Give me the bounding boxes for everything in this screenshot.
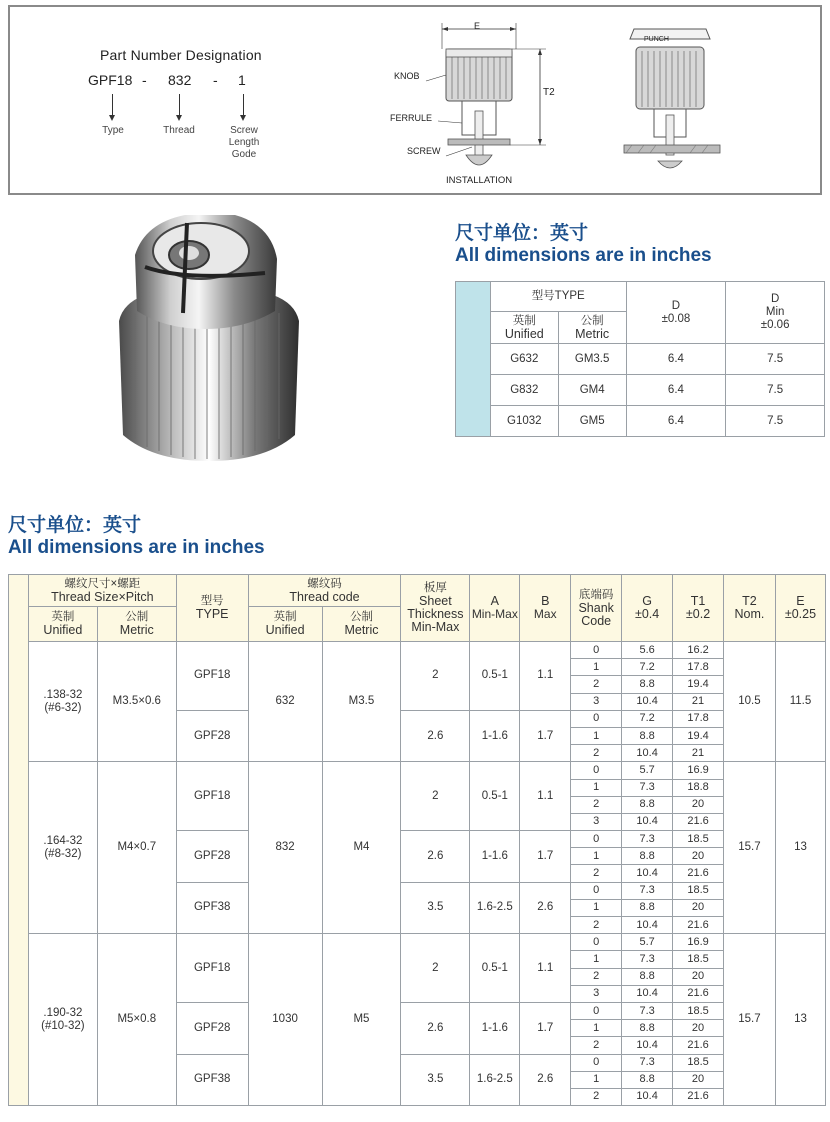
shank-code-cell: 3 bbox=[571, 813, 622, 830]
table-cell: G632 bbox=[490, 344, 558, 375]
arrow-down-icon bbox=[179, 94, 180, 116]
g-cell: 8.8 bbox=[622, 796, 673, 813]
designation-type-code: GPF18 bbox=[88, 72, 133, 88]
t1-cell: 17.8 bbox=[673, 710, 724, 727]
header-line: G bbox=[642, 594, 652, 608]
designation-length-code: 1 bbox=[238, 72, 246, 88]
installation-label: INSTALLATION bbox=[446, 175, 513, 186]
t1-cell: 20 bbox=[673, 968, 724, 985]
header-line: T1 bbox=[690, 594, 706, 608]
type-cell: GPF28 bbox=[176, 1002, 248, 1054]
table-cell: 6.4 bbox=[626, 406, 726, 437]
b-cell: 2.6 bbox=[520, 1054, 571, 1106]
header-line: Thread Size×Pitch bbox=[51, 589, 154, 604]
e-cell: 13 bbox=[775, 762, 825, 934]
g-cell: 10.4 bbox=[622, 865, 673, 882]
shank-code-cell: 0 bbox=[571, 1002, 622, 1019]
header-line: Unified bbox=[43, 623, 83, 637]
code-metric-cell: M5 bbox=[322, 934, 401, 1106]
header-line: 型号 bbox=[200, 595, 224, 607]
type-header bbox=[176, 575, 248, 642]
a-cell: 1-1.6 bbox=[470, 710, 520, 762]
table-cell: 6.4 bbox=[626, 375, 726, 406]
code-metric-header bbox=[322, 607, 401, 642]
shank-code-cell: 2 bbox=[571, 1088, 622, 1105]
table-cell: G1032 bbox=[490, 406, 558, 437]
header-line: ±0.4 bbox=[634, 607, 660, 621]
t1-cell: 20 bbox=[673, 848, 724, 865]
a-header bbox=[470, 575, 520, 642]
a-cell: 1.6-2.5 bbox=[470, 1054, 520, 1106]
g-cell: 7.3 bbox=[622, 1054, 673, 1071]
header-line: 螺纹尺寸×螺距 bbox=[64, 577, 141, 590]
thread-metric-cell: M5×0.8 bbox=[97, 934, 176, 1106]
a-cell: 1.6-2.5 bbox=[470, 882, 520, 934]
designation-title: Part Number Designation bbox=[100, 47, 262, 63]
unified-header bbox=[28, 607, 97, 642]
e-cell: 11.5 bbox=[775, 642, 825, 762]
metric-header bbox=[97, 607, 176, 642]
t1-cell: 21 bbox=[673, 745, 724, 762]
type-cell: GPF18 bbox=[176, 642, 248, 711]
shank-code-cell: 2 bbox=[571, 1037, 622, 1054]
shank-code-cell: 1 bbox=[571, 899, 622, 916]
shank-code-cell: 2 bbox=[571, 745, 622, 762]
screw-label: SCREW bbox=[407, 146, 441, 156]
g-cell: 5.6 bbox=[622, 642, 673, 659]
header-line: Code bbox=[581, 613, 612, 628]
table-side-strip bbox=[456, 282, 491, 437]
g-cell: 10.4 bbox=[622, 1088, 673, 1105]
g-cell: 8.8 bbox=[622, 848, 673, 865]
ferrule-label: FERRULE bbox=[390, 113, 433, 123]
table-cell: 7.5 bbox=[726, 375, 825, 406]
shank-code-cell: 1 bbox=[571, 1071, 622, 1088]
b-cell: 1.1 bbox=[520, 642, 571, 711]
cell-line: .138-32 bbox=[43, 688, 83, 701]
dim-t2-label: T2 bbox=[543, 87, 555, 98]
t1-cell: 17.8 bbox=[673, 659, 724, 676]
a-cell: 1-1.6 bbox=[470, 1002, 520, 1054]
g-cell: 8.8 bbox=[622, 676, 673, 693]
header-line: ±0.25 bbox=[784, 607, 817, 621]
shank-code-cell: 0 bbox=[571, 882, 622, 899]
t1-cell: 16.2 bbox=[673, 642, 724, 659]
g-cell: 10.4 bbox=[622, 813, 673, 830]
header-line: Min bbox=[765, 306, 785, 318]
g-cell: 8.8 bbox=[622, 727, 673, 744]
units-heading-cn-2: 尺寸单位：英寸 bbox=[8, 515, 142, 536]
part-number-box bbox=[8, 5, 822, 195]
sheet-cell: 2 bbox=[401, 762, 470, 831]
code-unified-cell: 1030 bbox=[248, 934, 322, 1106]
sheet-cell: 2 bbox=[401, 934, 470, 1003]
g-cell: 10.4 bbox=[622, 1037, 673, 1054]
unified-header bbox=[490, 312, 558, 344]
arrow-down-icon bbox=[112, 94, 113, 116]
t1-cell: 19.4 bbox=[673, 676, 724, 693]
header-line: TYPE bbox=[195, 607, 229, 621]
a-cell: 1-1.6 bbox=[470, 831, 520, 883]
assembly-diagram bbox=[380, 15, 560, 191]
header-line: B bbox=[541, 594, 550, 608]
shank-code-cell: 1 bbox=[571, 779, 622, 796]
t1-cell: 20 bbox=[673, 796, 724, 813]
shank-code-cell: 0 bbox=[571, 642, 622, 659]
table-row bbox=[9, 934, 826, 951]
header-line: Min-Max bbox=[411, 620, 460, 634]
header-line: Max bbox=[533, 607, 557, 621]
code-unified-cell: 832 bbox=[248, 762, 322, 934]
table-cell: 6.4 bbox=[626, 344, 726, 375]
table-row bbox=[9, 642, 826, 659]
header-line: Min-Max bbox=[471, 607, 518, 621]
designation-dash: - bbox=[142, 72, 147, 88]
g-cell: 10.4 bbox=[622, 745, 673, 762]
g-cell: 7.2 bbox=[622, 659, 673, 676]
t1-cell: 18.5 bbox=[673, 831, 724, 848]
shank-code-cell: 1 bbox=[571, 727, 622, 744]
g-cell: 7.3 bbox=[622, 951, 673, 968]
type-label: Type bbox=[102, 125, 124, 136]
sheet-cell: 2 bbox=[401, 642, 470, 711]
t1-cell: 20 bbox=[673, 899, 724, 916]
screw-label-line: Length bbox=[228, 137, 260, 148]
thread-metric-cell: M3.5×0.6 bbox=[97, 642, 176, 762]
code-unified-header bbox=[248, 607, 322, 642]
header-line: Nom. bbox=[734, 607, 765, 621]
d-header bbox=[626, 282, 726, 344]
cell-line: .190-32 bbox=[43, 1006, 83, 1019]
shank-code-cell: 1 bbox=[571, 659, 622, 676]
b-cell: 1.1 bbox=[520, 762, 571, 831]
type-cell: GPF28 bbox=[176, 831, 248, 883]
header-line: Shank bbox=[578, 600, 614, 615]
a-cell: 0.5-1 bbox=[470, 934, 520, 1003]
g-cell: 10.4 bbox=[622, 985, 673, 1002]
a-cell: 0.5-1 bbox=[470, 642, 520, 711]
dim-e-label: E bbox=[474, 21, 481, 31]
screw-label-line: Screw bbox=[230, 125, 258, 136]
header-line: 底端码 bbox=[578, 588, 614, 601]
b-header bbox=[520, 575, 571, 642]
sheet-cell: 3.5 bbox=[401, 882, 470, 934]
shank-code-cell: 0 bbox=[571, 831, 622, 848]
t1-cell: 16.9 bbox=[673, 934, 724, 951]
sheet-thickness-header bbox=[401, 575, 470, 642]
t1-cell: 21.6 bbox=[673, 1088, 724, 1105]
header-line: D bbox=[671, 299, 681, 312]
t1-cell: 21.6 bbox=[673, 813, 724, 830]
header-line: T2 bbox=[742, 594, 757, 608]
code-metric-cell: M3.5 bbox=[322, 642, 401, 762]
type-cell: GPF38 bbox=[176, 882, 248, 934]
t1-cell: 21.6 bbox=[673, 917, 724, 934]
table-row bbox=[9, 762, 826, 779]
screw-length-label bbox=[220, 125, 268, 161]
t1-header bbox=[673, 575, 724, 642]
units-heading-cn: 尺寸单位：英寸 bbox=[455, 223, 589, 244]
shank-code-cell: 0 bbox=[571, 1054, 622, 1071]
header-line: Unified bbox=[265, 623, 305, 637]
g-cell: 10.4 bbox=[622, 917, 673, 934]
shank-code-cell: 0 bbox=[571, 710, 622, 727]
t1-cell: 18.5 bbox=[673, 1054, 724, 1071]
b-cell: 1.1 bbox=[520, 934, 571, 1003]
e-cell: 13 bbox=[775, 934, 825, 1106]
table-cell: GM4 bbox=[558, 375, 626, 406]
knob-label: KNOB bbox=[394, 71, 420, 81]
t2-cell: 10.5 bbox=[724, 642, 776, 762]
header-line: Thread code bbox=[289, 589, 360, 604]
units-heading-en: All dimensions are in inches bbox=[455, 245, 712, 266]
sheet-cell: 2.6 bbox=[401, 831, 470, 883]
t1-cell: 18.5 bbox=[673, 1002, 724, 1019]
header-line: 公制 bbox=[580, 314, 604, 327]
shank-code-cell: 0 bbox=[571, 762, 622, 779]
b-cell: 1.7 bbox=[520, 710, 571, 762]
header-line: Thickness bbox=[407, 607, 464, 621]
t1-cell: 20 bbox=[673, 1020, 724, 1037]
b-cell: 1.7 bbox=[520, 1002, 571, 1054]
header-line: 英制 bbox=[273, 611, 297, 623]
shank-code-cell: 2 bbox=[571, 917, 622, 934]
shank-code-cell: 1 bbox=[571, 848, 622, 865]
header-line: 英制 bbox=[512, 314, 536, 327]
header-line: Metric bbox=[575, 326, 610, 341]
g-cell: 8.8 bbox=[622, 1071, 673, 1088]
shank-code-cell: 2 bbox=[571, 796, 622, 813]
table-cell: G832 bbox=[490, 375, 558, 406]
thread-metric-cell: M4×0.7 bbox=[97, 762, 176, 934]
shank-code-cell: 2 bbox=[571, 968, 622, 985]
sheet-cell: 3.5 bbox=[401, 1054, 470, 1106]
t1-cell: 18.8 bbox=[673, 779, 724, 796]
t1-cell: 21.6 bbox=[673, 1037, 724, 1054]
metric-header bbox=[558, 312, 626, 344]
cell-line: (#10-32) bbox=[41, 1019, 85, 1032]
type-cell: GPF28 bbox=[176, 710, 248, 762]
header-line: Metric bbox=[119, 623, 154, 637]
designation-dash: - bbox=[213, 72, 218, 88]
header-line: A bbox=[490, 594, 499, 608]
thread-size-header bbox=[28, 575, 176, 607]
shank-code-cell: 3 bbox=[571, 693, 622, 710]
header-line: 英制 bbox=[51, 611, 75, 623]
thread-unified-cell bbox=[28, 642, 97, 762]
sheet-cell: 2.6 bbox=[401, 710, 470, 762]
type-cell: GPF18 bbox=[176, 934, 248, 1003]
t1-cell: 16.9 bbox=[673, 762, 724, 779]
d-dimension-table bbox=[455, 281, 825, 437]
shank-code-cell: 0 bbox=[571, 934, 622, 951]
dimension-table bbox=[8, 574, 826, 1106]
arrow-down-icon bbox=[243, 94, 244, 116]
g-cell: 8.8 bbox=[622, 899, 673, 916]
g-cell: 7.3 bbox=[622, 1002, 673, 1019]
g-cell: 5.7 bbox=[622, 762, 673, 779]
header-line: ±0.08 bbox=[661, 312, 691, 325]
header-line: 板厚 bbox=[423, 582, 447, 594]
b-cell: 1.7 bbox=[520, 831, 571, 883]
table-cell: 7.5 bbox=[726, 344, 825, 375]
type-cell: GPF18 bbox=[176, 762, 248, 831]
shank-code-header bbox=[571, 575, 622, 642]
sheet-cell: 2.6 bbox=[401, 1002, 470, 1054]
screw-label-line: Gode bbox=[231, 149, 257, 160]
shank-code-cell: 3 bbox=[571, 985, 622, 1002]
units-heading-en-2: All dimensions are in inches bbox=[8, 537, 265, 558]
thread-label: Thread bbox=[163, 125, 195, 136]
g-cell: 8.8 bbox=[622, 1020, 673, 1037]
code-metric-cell: M4 bbox=[322, 762, 401, 934]
header-line: 公制 bbox=[125, 611, 149, 623]
g-cell: 8.8 bbox=[622, 968, 673, 985]
t1-cell: 18.5 bbox=[673, 951, 724, 968]
g-cell: 7.3 bbox=[622, 882, 673, 899]
t1-cell: 19.4 bbox=[673, 727, 724, 744]
cell-line: (#8-32) bbox=[44, 847, 82, 860]
punch-label: PUNCH bbox=[644, 36, 669, 43]
type-header: 型号TYPE bbox=[490, 282, 626, 312]
g-cell: 5.7 bbox=[622, 934, 673, 951]
thread-unified-cell bbox=[28, 934, 97, 1106]
table-cell: 7.5 bbox=[726, 406, 825, 437]
header-line: 公制 bbox=[349, 611, 373, 623]
table-side-strip bbox=[9, 575, 29, 1106]
a-cell: 0.5-1 bbox=[470, 762, 520, 831]
d-min-header bbox=[726, 282, 825, 344]
header-line: Sheet bbox=[419, 594, 452, 608]
fastener-photo bbox=[105, 203, 310, 473]
shank-code-cell: 1 bbox=[571, 951, 622, 968]
shank-code-cell: 2 bbox=[571, 676, 622, 693]
t1-cell: 21.6 bbox=[673, 865, 724, 882]
e-header bbox=[775, 575, 825, 642]
t1-cell: 18.5 bbox=[673, 882, 724, 899]
t1-cell: 20 bbox=[673, 1071, 724, 1088]
type-cell: GPF38 bbox=[176, 1054, 248, 1106]
cell-line: (#6-32) bbox=[44, 701, 82, 714]
shank-code-cell: 1 bbox=[571, 1020, 622, 1037]
t2-header bbox=[724, 575, 776, 642]
thread-unified-cell bbox=[28, 762, 97, 934]
g-cell: 10.4 bbox=[622, 693, 673, 710]
cell-line: .164-32 bbox=[43, 834, 83, 847]
g-cell: 7.3 bbox=[622, 831, 673, 848]
b-cell: 2.6 bbox=[520, 882, 571, 934]
table-cell: GM3.5 bbox=[558, 344, 626, 375]
t1-cell: 21 bbox=[673, 693, 724, 710]
t1-cell: 21.6 bbox=[673, 985, 724, 1002]
punch-diagram bbox=[610, 25, 730, 175]
header-line: E bbox=[796, 594, 805, 608]
shank-code-cell: 2 bbox=[571, 865, 622, 882]
header-line: ±0.06 bbox=[760, 319, 790, 331]
g-header bbox=[622, 575, 673, 642]
header-line: D bbox=[770, 293, 780, 305]
table-cell: GM5 bbox=[558, 406, 626, 437]
thread-code-header bbox=[248, 575, 401, 607]
t2-cell: 15.7 bbox=[724, 762, 776, 934]
designation-thread-code: 832 bbox=[168, 72, 192, 88]
t2-cell: 15.7 bbox=[724, 934, 776, 1106]
g-cell: 7.3 bbox=[622, 779, 673, 796]
header-line: ±0.2 bbox=[685, 607, 711, 621]
g-cell: 7.2 bbox=[622, 710, 673, 727]
header-line: Unified bbox=[504, 326, 544, 341]
header-line: Metric bbox=[344, 623, 379, 637]
code-unified-cell: 632 bbox=[248, 642, 322, 762]
header-line: 螺纹码 bbox=[307, 577, 342, 590]
